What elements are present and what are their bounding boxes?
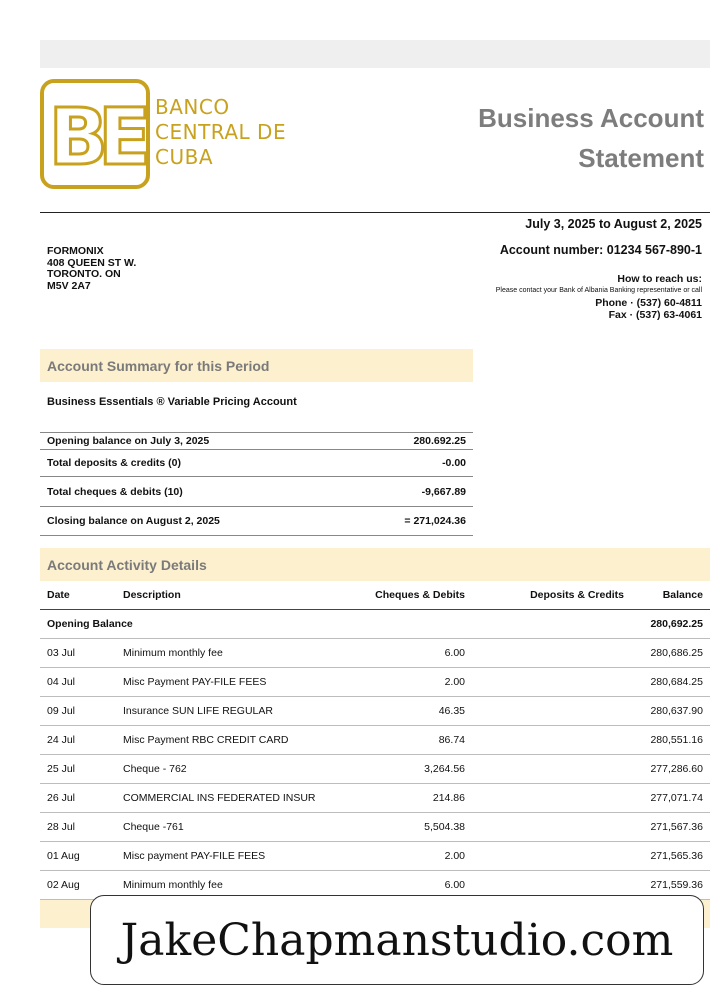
- summary-label: Total deposits & credits (0): [47, 457, 181, 469]
- row-date: 03 Jul: [47, 647, 76, 659]
- summary-heading: Account Summary for this Period: [40, 349, 473, 382]
- row-balance: 280,686.25: [650, 647, 703, 659]
- row-date: 09 Jul: [47, 705, 76, 717]
- row-description: Misc Payment PAY-FILE FEES: [123, 676, 267, 688]
- bank-name-line: BANCO: [155, 95, 230, 119]
- postal-code: M5V 2A7: [47, 279, 91, 292]
- row-date: 04 Jul: [47, 676, 76, 688]
- summary-row: [40, 450, 473, 476]
- row-debit: 5,504.38: [424, 821, 465, 833]
- opening-balance: 280,692.25: [650, 618, 703, 630]
- table-row: [40, 755, 710, 784]
- col-description: Description: [123, 589, 181, 601]
- customer-address: [47, 246, 136, 292]
- row-balance: 280,684.25: [650, 676, 703, 688]
- top-gray-bar: [40, 40, 710, 68]
- bank-name: [155, 95, 295, 170]
- col-debits: Cheques & Debits: [375, 589, 465, 601]
- table-row: [40, 813, 710, 842]
- row-debit: 6.00: [444, 879, 465, 891]
- row-debit: 46.35: [438, 705, 465, 717]
- row-balance: 271,565.36: [650, 850, 703, 862]
- row-debit: 86.74: [438, 734, 465, 746]
- row-date: 25 Jul: [47, 763, 76, 775]
- table-row: [40, 697, 710, 726]
- table-row: [40, 639, 710, 668]
- row-debit: 2.00: [444, 850, 465, 862]
- summary-value: -0.00: [442, 457, 466, 469]
- row-balance: 271,567.36: [650, 821, 703, 833]
- opening-balance-row: [40, 610, 710, 639]
- row-date: 28 Jul: [47, 821, 76, 833]
- row-description: Minimum monthly fee: [123, 879, 223, 891]
- activity-table: [40, 581, 710, 900]
- table-row: [40, 784, 710, 813]
- row-balance: 271,559.36: [650, 879, 703, 891]
- summary-value: -9,667.89: [421, 485, 466, 498]
- account-number: Account number: 01234 567-890-1: [499, 243, 702, 257]
- summary-label: Total cheques & debits (10): [47, 485, 183, 498]
- row-balance: 277,286.60: [650, 763, 703, 775]
- activity-heading: Account Activity Details: [40, 548, 710, 581]
- row-date: 24 Jul: [47, 734, 76, 746]
- row-balance: 277,071.74: [650, 792, 703, 804]
- contact-info: [496, 273, 702, 321]
- row-date: 01 Aug: [47, 850, 80, 862]
- row-description: Cheque - 762: [123, 763, 187, 775]
- product-name: Business Essentials ® Variable Pricing Account: [47, 396, 297, 408]
- title-line: Statement: [578, 143, 704, 173]
- contact-heading: How to reach us:: [617, 273, 702, 285]
- address-line: TORONTO. ON: [47, 268, 121, 280]
- contact-note: Please contact your Bank of Albania Banking representative or call: [495, 287, 702, 294]
- bank-name-line: CUBA: [155, 145, 214, 169]
- row-debit: 2.00: [444, 676, 465, 688]
- summary-label: Closing balance on August 2, 2025: [47, 515, 220, 527]
- summary-divider: [40, 535, 473, 536]
- row-description: Misc payment PAY-FILE FEES: [123, 850, 266, 862]
- row-description: COMMERCIAL INS FEDERATED INSUR: [123, 792, 316, 804]
- header-divider: [40, 212, 710, 213]
- address-line: 408 QUEEN ST W.: [47, 256, 137, 269]
- summary-value: = 271,024.36: [404, 515, 466, 527]
- summary-row: [40, 507, 473, 535]
- svg-text:BE: BE: [48, 93, 142, 183]
- row-debit: 6.00: [444, 647, 465, 659]
- bank-name-line: CENTRAL DE: [155, 120, 287, 144]
- row-date: 26 Jul: [47, 792, 76, 804]
- summary-value: 280.692.25: [413, 435, 466, 447]
- contact-phone: Phone · (537) 60-4811: [595, 297, 702, 309]
- customer-name: FORMONIX: [47, 245, 104, 257]
- col-balance: Balance: [662, 589, 703, 601]
- summary-row: [40, 433, 473, 449]
- col-date: Date: [47, 589, 70, 601]
- table-header: [40, 581, 710, 610]
- row-description: Cheque -761: [123, 821, 184, 833]
- watermark: JakeChapmanstudio.com: [90, 895, 704, 985]
- row-debit: 214.86: [432, 792, 465, 804]
- summary-label: Opening balance on July 3, 2025: [47, 435, 210, 447]
- statement-period: July 3, 2025 to August 2, 2025: [525, 217, 702, 231]
- activity-rows: [40, 639, 710, 900]
- contact-fax: Fax · (537) 63-4061: [608, 309, 702, 321]
- row-balance: 280,637.90: [650, 705, 703, 717]
- col-credits: Deposits & Credits: [530, 589, 624, 601]
- document-title: [478, 98, 704, 178]
- summary-row: [40, 477, 473, 506]
- title-line: Business Account: [478, 103, 704, 133]
- opening-label: Opening Balance: [47, 618, 133, 630]
- row-description: Insurance SUN LIFE REGULAR: [123, 705, 273, 717]
- row-description: Minimum monthly fee: [123, 647, 223, 659]
- table-row: [40, 842, 710, 871]
- row-balance: 280,551.16: [650, 734, 703, 746]
- row-debit: 3,264.56: [424, 763, 465, 775]
- row-description: Misc Payment RBC CREDIT CARD: [123, 734, 289, 746]
- row-date: 02 Aug: [47, 879, 80, 891]
- table-row: [40, 726, 710, 755]
- table-row: [40, 668, 710, 697]
